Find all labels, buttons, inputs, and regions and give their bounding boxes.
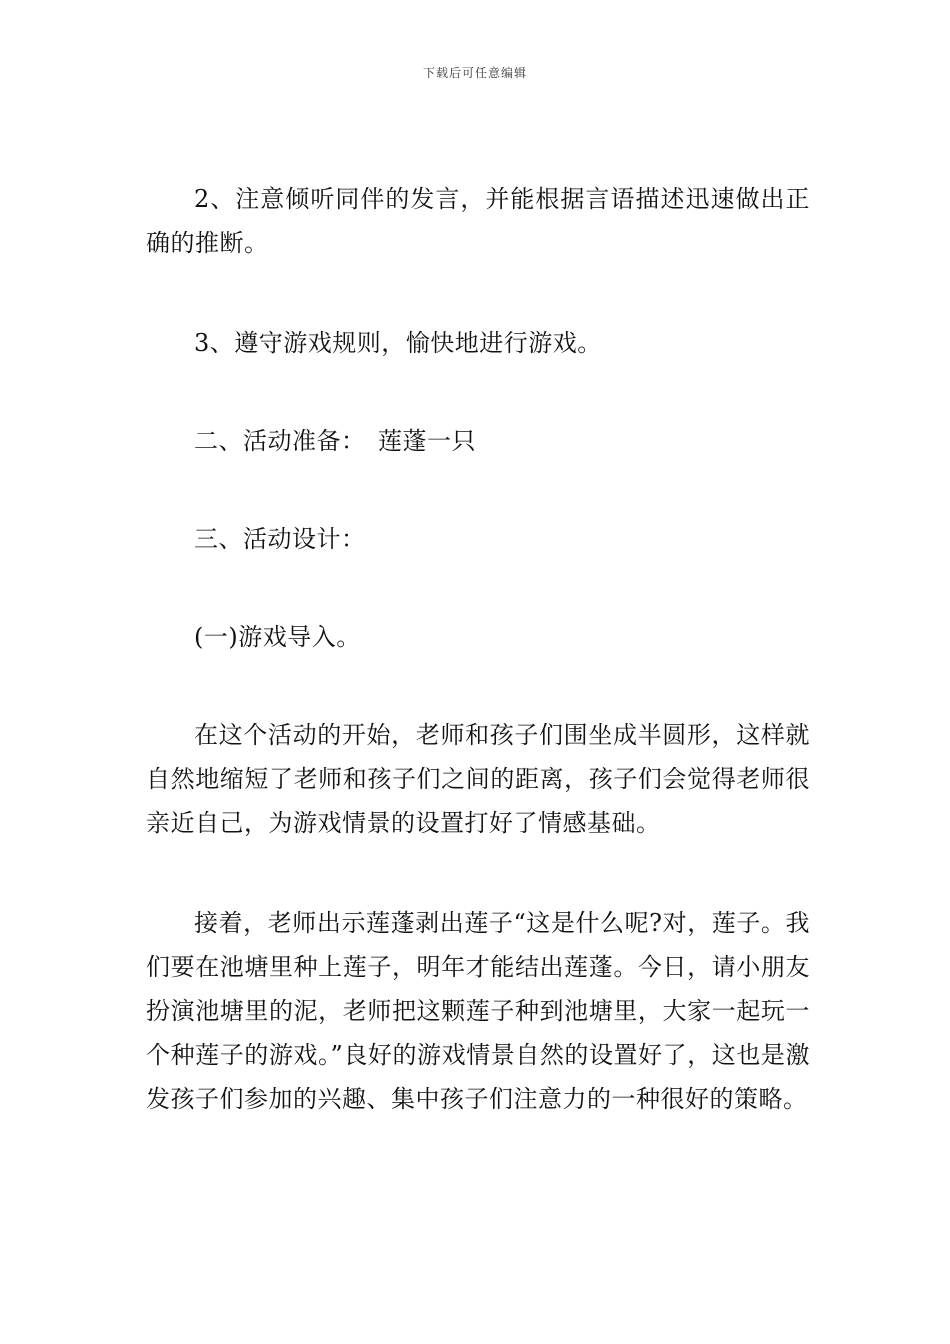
- paragraph-preparation: 二、活动准备： 莲蓬一只: [194, 427, 476, 455]
- paragraph-lotus-seed-game: 接着，老师出示莲蓬剥出莲子“这是什么呢?对，莲子。我们要在池塘里种上莲子，明年才能结出莲蓬。今日，请小朋友扮演池塘里的泥，老师把这颗莲子种到池塘里，大家一起玩一个种莲子的游戏。”良好的游戏情景自然的设置好了，这也是激发孩子们参加的兴趣、集中孩子们注意力的一种很好的策略。: [146, 909, 810, 1113]
- paragraph-design-heading: 三、活动设计：: [194, 525, 366, 553]
- paragraph-game-intro-heading: (一)游戏导入。: [194, 623, 361, 651]
- page-header-note: 下载后可任意编辑: [422, 66, 527, 80]
- paragraph-objective-3: 3、遵守游戏规则，愉快地进行游戏。: [194, 329, 602, 357]
- paragraph-objective-2: 2、注意倾听同伴的发言，并能根据言语描述迅速做出正确的推断。: [146, 185, 810, 257]
- paragraph-activity-start: 在这个活动的开始，老师和孩子们围坐成半圆形，这样就自然地缩短了老师和孩子们之间的距离，孩子们会觉得老师很亲近自己，为游戏情景的设置打好了情感基础。: [146, 721, 810, 837]
- document-body: [146, 177, 810, 1121]
